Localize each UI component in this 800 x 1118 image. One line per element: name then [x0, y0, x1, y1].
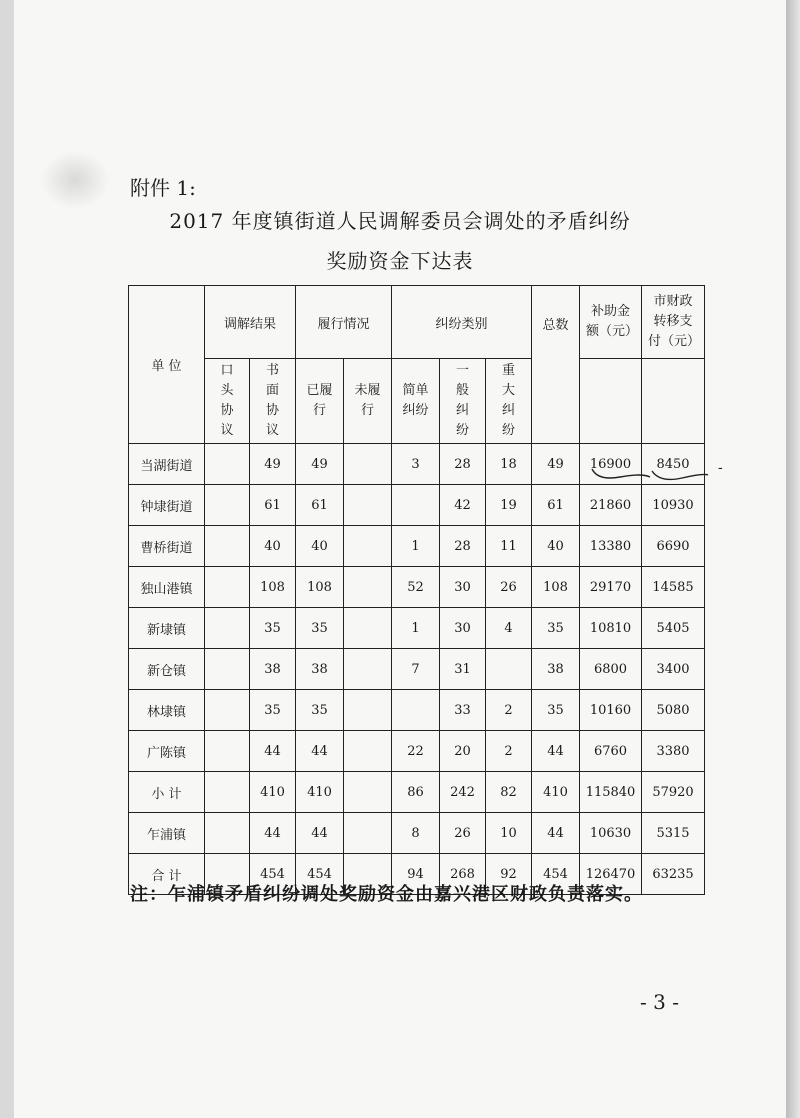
- cell-written: 454: [250, 854, 296, 895]
- cell-total: 454: [532, 854, 580, 895]
- cell-subsidy: 6800: [580, 649, 642, 690]
- cell-major: 19: [486, 485, 532, 526]
- cell-performed: 108: [296, 567, 344, 608]
- cell-simple: 7: [392, 649, 440, 690]
- cell-major: [486, 649, 532, 690]
- cell-not-performed: [344, 526, 392, 567]
- cell-performed: 410: [296, 772, 344, 813]
- header-general: [440, 359, 486, 444]
- cell-unit: 新埭镇: [129, 608, 205, 649]
- cell-simple: 1: [392, 608, 440, 649]
- cell-simple: 22: [392, 731, 440, 772]
- cell-simple: 8: [392, 813, 440, 854]
- cell-general: 30: [440, 608, 486, 649]
- cell-transfer: 5405: [642, 608, 705, 649]
- cell-total: 108: [532, 567, 580, 608]
- table-row: [129, 526, 705, 567]
- cell-subsidy: 13380: [580, 526, 642, 567]
- table-row: [129, 608, 705, 649]
- cell-performed: 454: [296, 854, 344, 895]
- cell-subsidy: 29170: [580, 567, 642, 608]
- header-dispute-type: 纠纷类别: [392, 286, 532, 359]
- cell-transfer: 14585: [642, 567, 705, 608]
- cell-major: 2: [486, 731, 532, 772]
- header-major: [486, 359, 532, 444]
- cell-transfer: 3380: [642, 731, 705, 772]
- cell-not-performed: [344, 813, 392, 854]
- header-subsidy-text: 补助金额（元）: [586, 304, 639, 339]
- cell-not-performed: [344, 731, 392, 772]
- header-written: [250, 359, 296, 444]
- cell-major: 4: [486, 608, 532, 649]
- header-performance: 履行情况: [296, 286, 392, 359]
- cell-simple: 86: [392, 772, 440, 813]
- table-row: [129, 567, 705, 608]
- handwritten-underline: [590, 463, 710, 485]
- header-subsidy-blank: [580, 359, 642, 444]
- cell-major: 92: [486, 854, 532, 895]
- table-row: [129, 690, 705, 731]
- header-transfer-blank: [642, 359, 705, 444]
- cell-unit: 广陈镇: [129, 731, 205, 772]
- cell-transfer: 3400: [642, 649, 705, 690]
- cell-written: 40: [250, 526, 296, 567]
- cell-not-performed: [344, 690, 392, 731]
- footnote: 注：乍浦镇矛盾纠纷调处奖励资金由嘉兴港区财政负责落实。: [130, 884, 643, 905]
- cell-simple: 1: [392, 526, 440, 567]
- header-performed: [296, 359, 344, 444]
- cell-general: 42: [440, 485, 486, 526]
- cell-performed: 38: [296, 649, 344, 690]
- cell-subsidy: 16900: [580, 444, 642, 485]
- cell-performed: 35: [296, 690, 344, 731]
- header-oral: [205, 359, 250, 444]
- header-simple-text: 简单纠纷: [402, 383, 429, 418]
- cell-total: 44: [532, 813, 580, 854]
- cell-transfer: 63235: [642, 854, 705, 895]
- cell-transfer: 8450: [642, 444, 705, 485]
- header-oral-text: 口头协议: [220, 363, 234, 438]
- table-row: [129, 485, 705, 526]
- cell-subsidy: 10160: [580, 690, 642, 731]
- header-performed-text: 已履行: [306, 383, 333, 418]
- cell-not-performed: [344, 485, 392, 526]
- cell-major: 26: [486, 567, 532, 608]
- cell-total: 49: [532, 444, 580, 485]
- header-general-text: 一般纠纷: [456, 363, 470, 438]
- margin-mark: -: [718, 460, 723, 476]
- header-written-text: 书面协议: [266, 363, 280, 438]
- cell-major: 11: [486, 526, 532, 567]
- cell-total: 44: [532, 731, 580, 772]
- cell-unit: 小 计: [129, 772, 205, 813]
- cell-major: 2: [486, 690, 532, 731]
- cell-written: 38: [250, 649, 296, 690]
- cell-oral: [205, 690, 250, 731]
- cell-subsidy: 10810: [580, 608, 642, 649]
- header-transfer-text: 市财政转移支付（元）: [648, 294, 701, 349]
- header-total-text: 总数: [542, 318, 569, 333]
- cell-oral: [205, 608, 250, 649]
- cell-unit: 钟埭街道: [129, 485, 205, 526]
- cell-general: 28: [440, 444, 486, 485]
- cell-oral: [205, 649, 250, 690]
- cell-unit: 曹桥街道: [129, 526, 205, 567]
- cell-unit: 新仓镇: [129, 649, 205, 690]
- cell-not-performed: [344, 608, 392, 649]
- cell-oral: [205, 731, 250, 772]
- cell-oral: [205, 485, 250, 526]
- cell-simple: [392, 485, 440, 526]
- cell-oral: [205, 813, 250, 854]
- cell-written: 35: [250, 690, 296, 731]
- page-number: - 3 -: [640, 990, 679, 1014]
- cell-simple: [392, 690, 440, 731]
- cell-general: 242: [440, 772, 486, 813]
- cell-subsidy: 6760: [580, 731, 642, 772]
- cell-major: 82: [486, 772, 532, 813]
- reward-fund-table: [128, 285, 705, 895]
- cell-transfer: 10930: [642, 485, 705, 526]
- cell-subsidy: 126470: [580, 854, 642, 895]
- cell-transfer: 5080: [642, 690, 705, 731]
- cell-written: 35: [250, 608, 296, 649]
- cell-unit: 林埭镇: [129, 690, 205, 731]
- cell-written: 108: [250, 567, 296, 608]
- cell-transfer: 6690: [642, 526, 705, 567]
- cell-not-performed: [344, 444, 392, 485]
- cell-oral: [205, 567, 250, 608]
- cell-not-performed: [344, 649, 392, 690]
- cell-subsidy: 21860: [580, 485, 642, 526]
- cell-transfer: 5315: [642, 813, 705, 854]
- subtotal-row: [129, 772, 705, 813]
- header-simple: [392, 359, 440, 444]
- header-unit: 单 位: [129, 286, 205, 444]
- cell-general: 28: [440, 526, 486, 567]
- cell-total: 40: [532, 526, 580, 567]
- cell-total: 38: [532, 649, 580, 690]
- header-not-performed-text: 未履行: [354, 383, 381, 418]
- cell-not-performed: [344, 772, 392, 813]
- cell-performed: 44: [296, 813, 344, 854]
- cell-written: 61: [250, 485, 296, 526]
- header-transfer: [642, 286, 705, 359]
- cell-major: 18: [486, 444, 532, 485]
- cell-general: 268: [440, 854, 486, 895]
- cell-major: 10: [486, 813, 532, 854]
- header-mediation-result: 调解结果: [205, 286, 296, 359]
- cell-oral: [205, 526, 250, 567]
- cell-general: 30: [440, 567, 486, 608]
- cell-transfer: 57920: [642, 772, 705, 813]
- cell-total: 61: [532, 485, 580, 526]
- cell-unit: 当湖街道: [129, 444, 205, 485]
- cell-written: 44: [250, 813, 296, 854]
- cell-performed: 35: [296, 608, 344, 649]
- cell-performed: 40: [296, 526, 344, 567]
- cell-subsidy: 10630: [580, 813, 642, 854]
- cell-total: 410: [532, 772, 580, 813]
- paper-crease: [40, 150, 110, 210]
- cell-total: 35: [532, 608, 580, 649]
- cell-simple: 94: [392, 854, 440, 895]
- cell-oral: [205, 444, 250, 485]
- document-title-line2: 奖励资金下达表: [326, 249, 474, 273]
- cell-unit: 合 计: [129, 854, 205, 895]
- header-total: [532, 286, 580, 444]
- document-title-line1: 2017 年度镇街道人民调解委员会调处的矛盾纠纷: [169, 209, 631, 233]
- header-subsidy: [580, 286, 642, 359]
- cell-simple: 52: [392, 567, 440, 608]
- cell-performed: 61: [296, 485, 344, 526]
- cell-general: 20: [440, 731, 486, 772]
- cell-written: 44: [250, 731, 296, 772]
- cell-subsidy: 115840: [580, 772, 642, 813]
- table-row: [129, 813, 705, 854]
- cell-general: 31: [440, 649, 486, 690]
- cell-general: 26: [440, 813, 486, 854]
- attachment-label: 附件 1:: [130, 176, 196, 200]
- cell-unit: 独山港镇: [129, 567, 205, 608]
- cell-written: 410: [250, 772, 296, 813]
- cell-general: 33: [440, 690, 486, 731]
- cell-total: 35: [532, 690, 580, 731]
- table-row: [129, 649, 705, 690]
- cell-unit: 乍浦镇: [129, 813, 205, 854]
- header-major-text: 重大纠纷: [502, 363, 516, 438]
- scan-edge: [786, 0, 800, 1118]
- cell-performed: 49: [296, 444, 344, 485]
- cell-written: 49: [250, 444, 296, 485]
- cell-performed: 44: [296, 731, 344, 772]
- cell-not-performed: [344, 567, 392, 608]
- header-not-performed: [344, 359, 392, 444]
- cell-oral: [205, 772, 250, 813]
- cell-simple: 3: [392, 444, 440, 485]
- table-row: [129, 731, 705, 772]
